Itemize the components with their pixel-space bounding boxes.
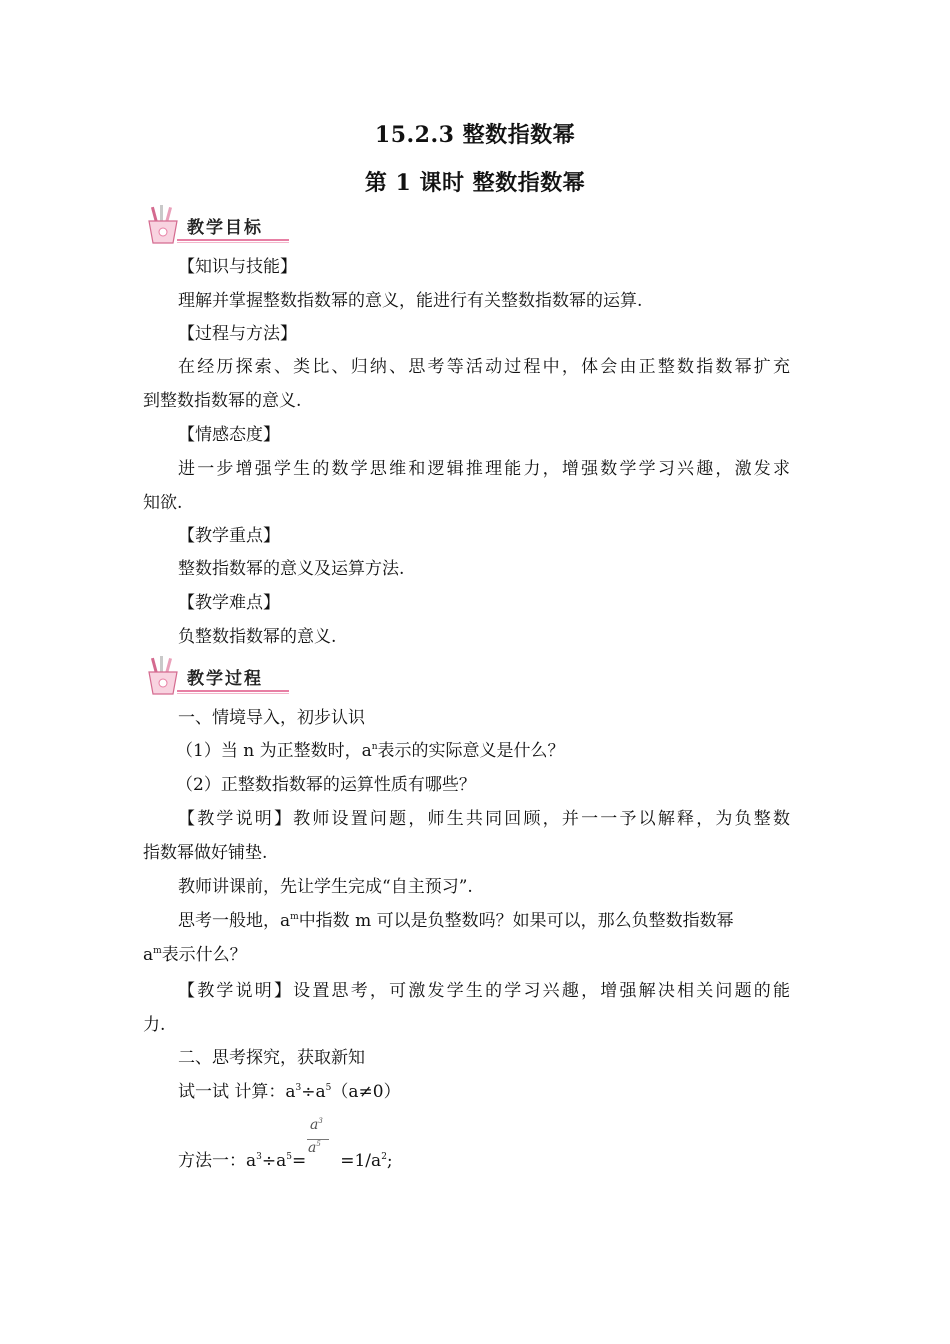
question-1: （1）当 n 为正整数时，$a^n$表示的实际意义是什么？ <box>176 741 565 761</box>
text-emotion-2: 知欲. <box>143 493 183 513</box>
teaching-note-1a: 【教学说明】教师设置问题，师生共同回顾，并一一予以解释，为负整数 <box>178 809 790 829</box>
divider <box>177 690 289 692</box>
step-2-heading: 二、思考探究，获取新知 <box>178 1048 365 1068</box>
divider <box>177 693 289 694</box>
fraction-denominator: $a^5$ <box>308 1140 321 1156</box>
heading-emotion: 【情感态度】 <box>178 425 280 445</box>
think-text-1: 思考一般地，$a^m$中指数 m 可以是负整数吗？如果可以，那么负整数指数幂 <box>178 911 734 931</box>
step-1-heading: 一、情境导入，初步认识 <box>178 708 365 728</box>
text-process-method-2: 到整数指数幂的意义. <box>143 391 302 411</box>
try-exercise: 试一试 计算：$a^3\div a^5(a\ne 0)$ <box>178 1082 401 1102</box>
divider <box>177 239 289 241</box>
divider <box>177 242 289 243</box>
teaching-note-1b: 指数幂做好铺垫. <box>143 843 268 863</box>
heading-key-point: 【教学重点】 <box>178 526 280 546</box>
text-key-point: 整数指数幂的意义及运算方法. <box>178 559 405 579</box>
heading-difficult-point: 【教学难点】 <box>178 593 280 613</box>
heading-knowledge: 【知识与技能】 <box>178 257 297 277</box>
fraction-numerator: $a^3$ <box>310 1117 323 1133</box>
teaching-note-2b: 力. <box>143 1015 166 1035</box>
heading-process-method: 【过程与方法】 <box>178 324 297 344</box>
lecture-text: 教师讲课前，先让学生完成“自主预习”. <box>178 877 473 897</box>
text-difficult-point: 负整数指数幂的意义. <box>178 627 337 647</box>
text-emotion-1: 进一步增强学生的数学思维和逻辑推理能力，增强数学学习兴趣，激发求 <box>178 459 790 479</box>
section-title: 教学过程 <box>187 669 263 689</box>
lesson-subtitle: 第 1 课时 整数指数幂 <box>364 170 586 196</box>
section-badge-process <box>143 658 289 696</box>
section-title: 教学目标 <box>187 218 263 238</box>
think-text-2: $a^m$表示什么？ <box>143 945 247 965</box>
text-process-method-1: 在经历探索、类比、归纳、思考等活动过程中，体会由正整数指数幂扩充 <box>178 357 790 377</box>
text-knowledge: 理解并掌握整数指数幂的意义，能进行有关整数指数幂的运算. <box>178 291 643 311</box>
page-title: 15.2.3 整数指数幂 <box>374 122 576 148</box>
method-1: 方法一：$a^3\div a^5= =1/a^2$; <box>178 1151 393 1171</box>
question-2: （2）正整数指数幂的运算性质有哪些？ <box>176 775 476 795</box>
section-badge-goals <box>143 207 289 245</box>
teaching-note-2a: 【教学说明】设置思考，可激发学生的学习兴趣，增强解决相关问题的能 <box>178 981 790 1001</box>
